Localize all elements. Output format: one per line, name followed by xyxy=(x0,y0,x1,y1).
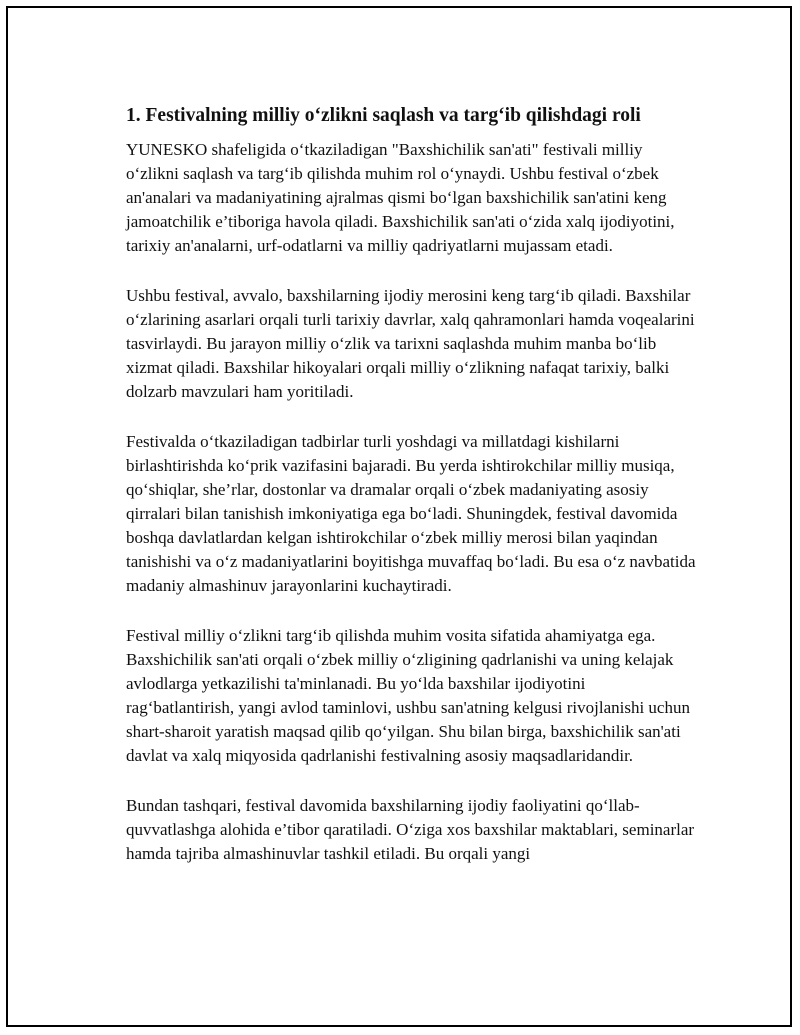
document-body xyxy=(126,103,696,892)
section-heading: 1. Festivalning milliy o‘zlikni saqlash va targ‘ib qilishdagi roli xyxy=(126,105,641,126)
paragraph-2: Ushbu festival, avvalo, baxshilarning ijodiy merosini keng targ‘ib qiladi. Baxshilar o‘zlarining asarlari orqali turli tarixiy davrlar, xalq qahramonlari hamda voqealarini tasvirlaydi. Bu jarayon milliy o‘zlik va tarixni saqlashda muhim manba bo‘lib xizmat qiladi. Baxshilar hikoyalari orqali milliy o‘zlikning nafaqat tarixiy, balki dolzarb mavzulari ham yoritiladi. xyxy=(126,286,695,401)
paragraph-3: Festivalda o‘tkaziladigan tadbirlar turli yoshdagi va millatdagi kishilarni birlashtirishda ko‘prik vazifasini bajaradi. Bu yerda ishtirokchilar milliy musiqa, qo‘shiqlar, she’rlar, dostonlar va dramalar orqali o‘zbek madaniyating asosiy qirralari bilan tanishish imkoniyatiga ega bo‘ladi. Shuningdek, festival davomida boshqa davlatlardan kelgan ishtirokchilar o‘zbek milliy merosi bilan yaqindan tanishishi va o‘z madaniyatlarini boyitishga muvaffaq bo‘ladi. Bu esa o‘z navbatida madaniy almashinuv jarayonlarini kuchaytiradi. xyxy=(126,432,696,595)
paragraph-4: Festival milliy o‘zlikni targ‘ib qilishda muhim vosita sifatida ahamiyatga ega. Baxshichilik san'ati orqali o‘zbek milliy o‘zligining qadrlanishi va uning kelajak avlodlarga yetkazilishi ta'minlanadi. Bu yo‘lda baxshilar ijodiyotini rag‘batlantirish, yangi avlod taminlovi, ushbu san'atning kelgusi rivojlanishi uchun shart-sharoit yaratish maqsad qilib qo‘yilgan. Shu bilan birga, baxshichilik san'ati davlat va xalq miqyosida qadrlanishi festivalning asosiy maqsadlaridandir. xyxy=(126,626,690,765)
paragraph-5: Bundan tashqari, festival davomida baxshilarning ijodiy faoliyatini qo‘llab-quvvatlashga alohida e’tibor qaratiladi. O‘ziga xos baxshilar maktablari, seminarlar hamda tajriba almashinuvlar tashkil etiladi. Bu orqali yangi xyxy=(126,796,695,863)
paragraph-1: YUNESKO shafeligida o‘tkaziladigan "Baxshichilik san'ati" festivali milliy o‘zlikni saqlash va targ‘ib qilishda muhim rol o‘ynaydi. Ushbu festival o‘zbek an'analari va madaniyatining ajralmas qismi bo‘lgan baxshichilik san'atini keng jamoatchilik e’tiboriga havola qiladi. Baxshichilik san'ati o‘zida xalq ijodiyotini, tarixiy an'analarni, urf-odatlarni va milliy qadriyatlarni mujassam etadi. xyxy=(126,140,675,255)
page-frame xyxy=(6,6,792,1027)
